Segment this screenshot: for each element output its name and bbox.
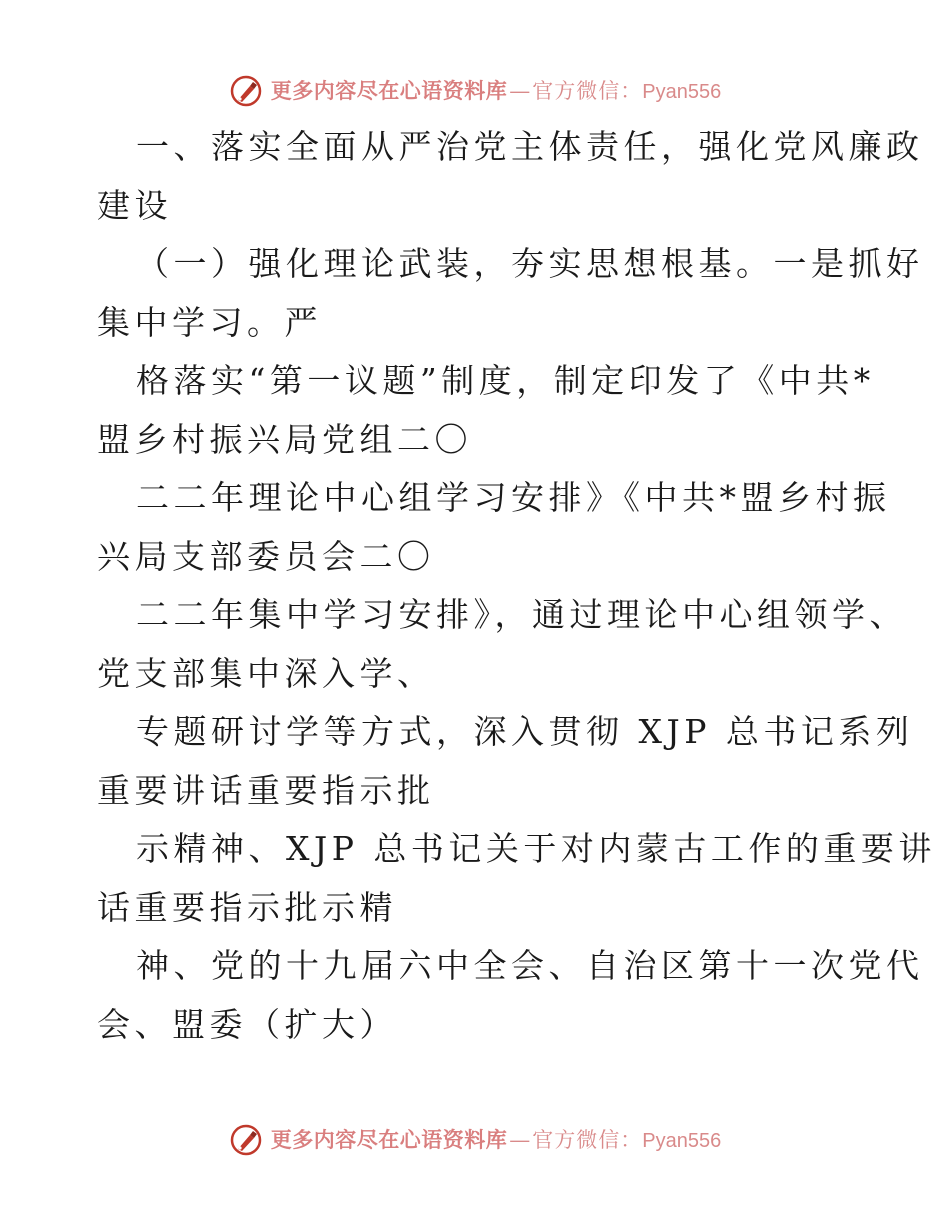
header-wechat-label: 官方微信：: [532, 79, 643, 103]
pen-nib-logo-icon: [229, 1123, 263, 1157]
header-site-text: 更多内容尽在心语资料库: [270, 78, 508, 103]
body-line: 格落实“第一议题”制度，制定印发了《中共*: [136, 361, 875, 400]
body-line: 集中学习。严: [97, 302, 322, 342]
body-line: 示精神、XJP 总书记关于对内蒙古工作的重要讲: [136, 829, 936, 868]
body-line: 盟乡村振兴局党组二〇: [97, 419, 472, 459]
body-line: 二二年理论中心组学习安排》《中共*盟乡村振: [136, 478, 891, 517]
document-body: [97, 118, 936, 1054]
body-line: 重要讲话重要指示批: [97, 770, 435, 810]
footer-banner: [0, 1118, 950, 1162]
body-line: 专题研讨学等方式，深入贯彻 XJP 总书记系列: [136, 712, 914, 751]
body-line: 会、盟委（扩大）: [97, 1004, 397, 1044]
header-banner: [0, 69, 950, 113]
body-line: 二二年集中学习安排》，通过理论中心组领学、: [136, 595, 907, 634]
body-line: 话重要指示批示精: [97, 887, 397, 927]
footer-wechat-label: 官方微信：: [532, 1128, 643, 1152]
body-line: 一、落实全面从严治党主体责任，强化党风廉政: [136, 127, 924, 166]
header-separator: —: [509, 79, 531, 103]
header-banner-text: [271, 80, 721, 102]
footer-banner-text: [271, 1129, 721, 1151]
body-line: 兴局支部委员会二〇: [97, 536, 435, 576]
body-line: 党支部集中深入学、: [97, 653, 435, 693]
body-line: 神、党的十九届六中全会、自治区第十一次党代: [136, 946, 924, 985]
footer-site-text: 更多内容尽在心语资料库: [270, 1127, 508, 1152]
footer-separator: —: [509, 1128, 531, 1152]
pen-nib-logo-icon: [229, 74, 263, 108]
header-wechat-id: Pyan556: [642, 81, 722, 103]
body-line: 建设: [97, 185, 172, 225]
body-line: （一）强化理论武装，夯实思想根基。一是抓好: [136, 244, 924, 283]
footer-wechat-id: Pyan556: [642, 1130, 722, 1152]
